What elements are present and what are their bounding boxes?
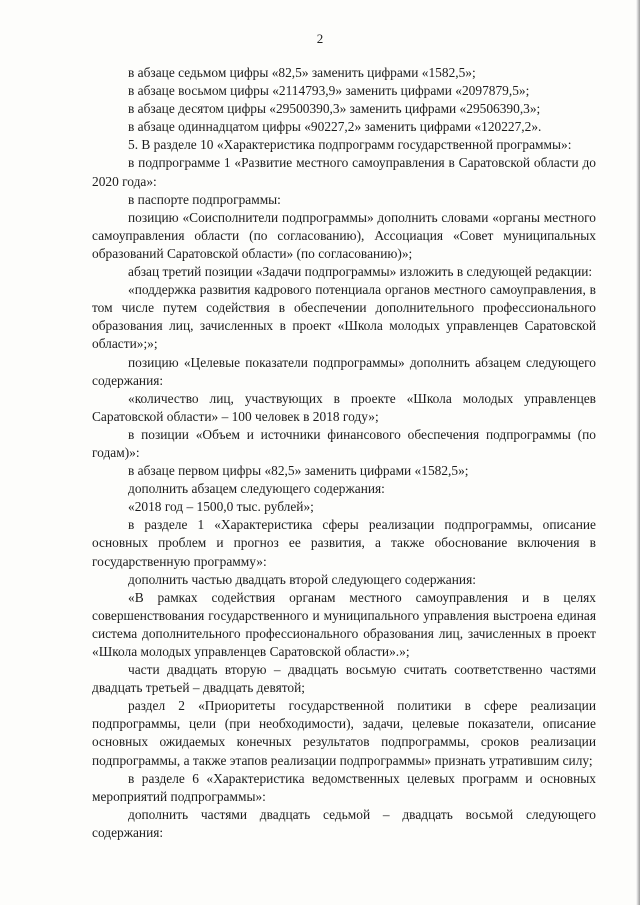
paragraph: «2018 год – 1500,0 тыс. рублей»; [128, 499, 314, 515]
paragraph: в позиции «Объем и источники финансового обеспечения подпрограммы (по годам)»: [92, 426, 596, 460]
paragraph: в абзаце первом цифры «82,5» заменить цифрами «1582,5»; [128, 463, 469, 479]
paragraph: в абзаце одиннадцатом цифры «90227,2» заменить цифрами «120227,2». [128, 119, 542, 135]
paragraph: в подпрограмме 1 «Развитие местного самоуправления в Саратовской области до 2020 года»: [92, 155, 596, 189]
paragraph: позицию «Целевые показатели подпрограммы» дополнить абзацем следующего содержания: [92, 354, 596, 388]
page-number: 2 [316, 31, 324, 46]
paragraph: «В рамках содействия органам местного самоуправления и в целях совершенствования государственного и муниципального управления выстроена единая система дополнительного профессионального образования лиц, зачисленных в проект «Школа молодых управленцев Саратовской области».»; [92, 589, 596, 659]
document-body [92, 64, 596, 842]
paragraph: в паспорте подпрограммы: [128, 191, 281, 207]
paragraph: в абзаце седьмом цифры «82,5» заменить цифрами «1582,5»; [128, 65, 476, 80]
paragraph: дополнить частями двадцать седьмой – двадцать восьмой следующего содержания: [92, 806, 596, 840]
paragraph: позицию «Соисполнители подпрограммы» дополнить словами «органы местного самоуправления области (по согласованию), Ассоциация «Совет муниципальных образований Саратовской области» (по согласованию)»; [92, 209, 596, 261]
paragraph: раздел 2 «Приоритеты государственной политики в сфере реализации подпрограммы, цели (при необходимости), задачи, целевые показатели, описание основных ожидаемых конечных результатов подпрограммы, сроков реализации подпрограммы, а также этапов реализации подпрограммы» признать утратившим силу; [92, 698, 596, 768]
paragraph: «поддержка развития кадрового потенциала органов местного самоуправления, в том числе путем содействия в обеспечении дополнительного профессионального образования лиц, зачисленных в проект «Школа молодых управленцев Саратовской области»;»; [92, 282, 596, 352]
paragraph: в разделе 1 «Характеристика сферы реализации подпрограммы, описание основных проблем и прогноз ее развития, а также обоснование включения в государственную программу»: [92, 517, 596, 569]
scan-edge-shadow [636, 0, 640, 905]
paragraph: абзац третий позиции «Задачи подпрограммы» изложить в следующей редакции: [128, 264, 593, 280]
paragraph: дополнить частью двадцать второй следующего содержания: [128, 571, 476, 587]
paragraph: дополнить абзацем следующего содержания: [128, 481, 385, 497]
section-heading: 5. В разделе 10 «Характеристика подпрограмм государственной программы»: [128, 137, 572, 153]
paragraph: «количество лиц, участвующих в проекте «Школа молодых управленцев Саратовской области» – 100 человек в 2018 году»; [92, 390, 596, 424]
paragraph: в абзаце восьмом цифры «2114793,9» заменить цифрами «2097879,5»; [128, 83, 530, 99]
paragraph: части двадцать вторую – двадцать восьмую считать соответственно частями двадцать третьей – двадцать девятой; [92, 662, 596, 696]
paragraph: в абзаце десятом цифры «29500390,3» заменить цифрами «29506390,3»; [128, 101, 541, 117]
paragraph: в разделе 6 «Характеристика ведомственных целевых программ и основных мероприятий подпрограммы»: [92, 770, 596, 804]
